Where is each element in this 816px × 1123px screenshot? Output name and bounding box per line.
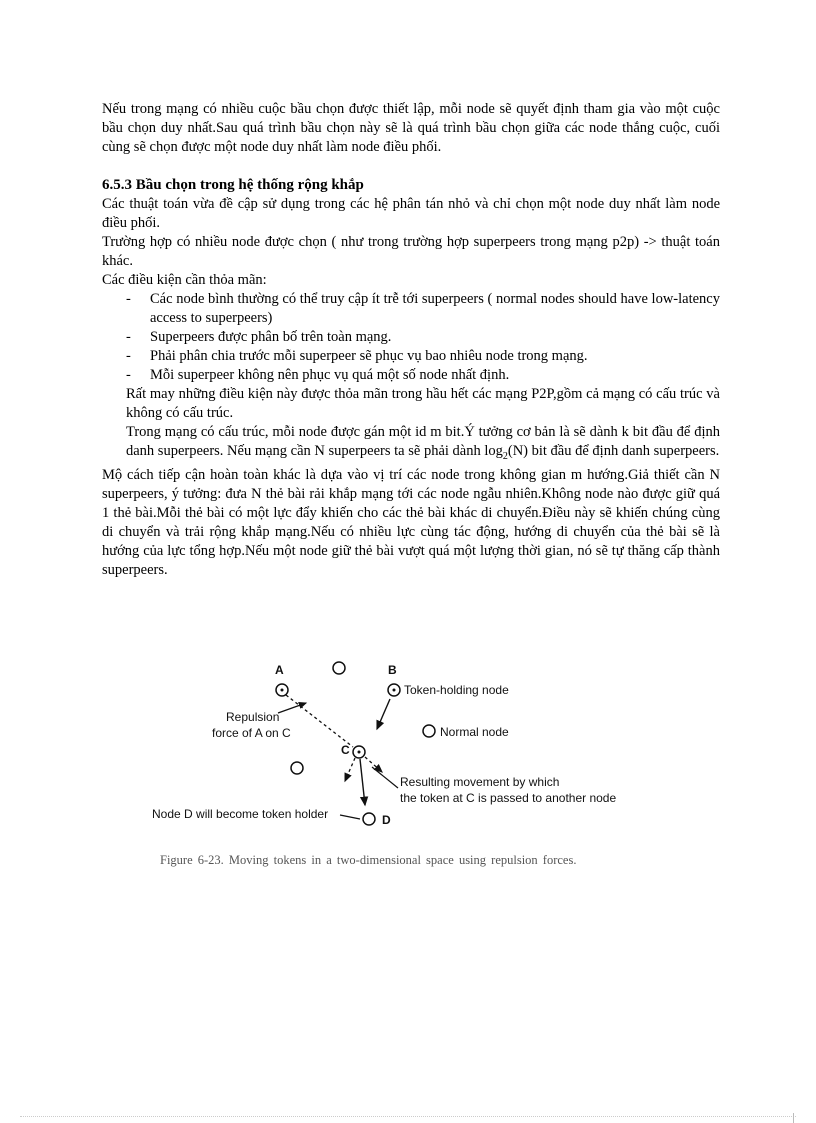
paragraph-conditions-intro: Các điều kiện cần thỏa mãn: bbox=[102, 272, 267, 288]
paragraph-p2p-conditions: Rất may những điều kiện này được thỏa mãn trong hầu hết các mạng P2P,gồm cả mạng có cấu trúc và không có cấu trúc. bbox=[126, 386, 720, 421]
repulsion-label-line2: force of A on C bbox=[212, 726, 291, 740]
arrow-to-b bbox=[377, 699, 390, 729]
normal-node bbox=[333, 662, 345, 674]
movement-dashed bbox=[345, 758, 355, 781]
section-heading: 6.5.3 Bầu chọn trong hệ thống rộng khắp bbox=[102, 177, 364, 193]
page-corner-mark bbox=[793, 1113, 802, 1123]
paragraph-multiple-selected: Trường hợp có nhiều node được chọn ( như trong trường hợp superpeers trong mạng p2p) -> thuật toán khác. bbox=[102, 234, 720, 269]
node-d bbox=[363, 813, 375, 825]
figure-caption: Figure 6-23. Moving tokens in a two-dimensional space using repulsion forces. bbox=[160, 853, 577, 867]
label-b: B bbox=[388, 663, 397, 677]
resulting-pointer bbox=[372, 767, 398, 788]
legend-normal-node: Normal node bbox=[440, 725, 509, 739]
node-b bbox=[388, 684, 400, 696]
repulsion-label-line1: Repulsion bbox=[226, 710, 280, 724]
legend-token-holding: Token-holding node bbox=[404, 683, 509, 697]
normal-node bbox=[291, 762, 303, 774]
node-d-pointer bbox=[340, 815, 360, 819]
page-bottom-border bbox=[20, 1116, 796, 1117]
text-segment: (N) bit đầu để định danh superpeers. bbox=[507, 443, 720, 459]
movement-solid bbox=[360, 759, 365, 805]
label-d: D bbox=[382, 813, 391, 827]
normal-node-legend bbox=[423, 725, 435, 737]
paragraph-election-multiple: Nếu trong mạng có nhiều cuộc bầu chọn được thiết lập, mỗi node sẽ quyết định tham gia vào một cuộc bầu chọn duy nhất.Sau quá trình bầu chọn này sẽ là quá trình bầu chọn giữa các node thắng cuộc, cuối cùng sẽ chọn được một node duy nhất làm node điều phối. bbox=[102, 101, 720, 155]
resulting-label-line1: Resulting movement by which bbox=[400, 775, 560, 789]
paragraph-structured-network bbox=[102, 423, 720, 466]
node-c bbox=[353, 746, 365, 758]
paragraph-token-approach: Mộ cách tiếp cận hoàn toàn khác là dựa vào vị trí các node trong không gian m hướng.Giả thiết cần N superpeers, ý tưởng: đưa N thẻ bài rải khắp mạng tới các node ngẫu nhiên.Không node nào được giữ quá 1 thẻ bài.Mỗi thẻ bài có một lực đẩy khiến cho các thẻ bài khác di chuyển.Điều này sẽ khiến chúng cùng di chuyển và trải rộng khắp mạng.Nếu có nhiều lực cùng tác động, hướng di chuyển của thẻ bài sẽ là hướng của lực tổng hợp.Nếu một node giữ thẻ bài vượt quá một lượng thời gian, nó sẽ tự thăng cấp thành superpeers. bbox=[102, 466, 720, 578]
text-segment: Trong mạng có cấu trúc, mỗi node được gán một id m bit.Ý tưởng cơ bản là sẽ dành k bit đầu để định danh superpeers. Nếu mạng cần N superpeers ta sẽ phải dành log bbox=[126, 424, 720, 459]
list-item: - Mỗi superpeer không nên phục vụ quá một số node nhất định. bbox=[126, 366, 720, 385]
list-item: - Phải phân chia trước mỗi superpeer sẽ phục vụ bao nhiêu node trong mạng. bbox=[126, 347, 720, 366]
list-item: - Superpeers được phân bố trên toàn mạng. bbox=[126, 328, 720, 347]
conditions-list bbox=[102, 290, 720, 385]
document-body bbox=[102, 100, 720, 580]
repulsion-line-a bbox=[286, 695, 353, 747]
node-a bbox=[276, 684, 288, 696]
subscript: 2 bbox=[502, 450, 508, 462]
paragraph-algorithms: Các thuật toán vừa đề cập sử dụng trong các hệ phân tán nhỏ và chỉ chọn một node duy nhất làm node điều phối. bbox=[102, 196, 720, 231]
figure-repulsion-tokens bbox=[146, 655, 646, 880]
figure-diagram bbox=[146, 655, 646, 880]
repulsion-line-c bbox=[365, 757, 382, 772]
label-a: A bbox=[275, 663, 284, 677]
node-d-label: Node D will become token holder bbox=[152, 807, 329, 821]
label-c: C bbox=[341, 743, 350, 757]
list-item: - Các node bình thường có thể truy cập ít trễ tới superpeers ( normal nodes should have low-latency access to superpeers) bbox=[126, 290, 720, 328]
resulting-label-line2: the token at C is passed to another node bbox=[400, 791, 617, 805]
